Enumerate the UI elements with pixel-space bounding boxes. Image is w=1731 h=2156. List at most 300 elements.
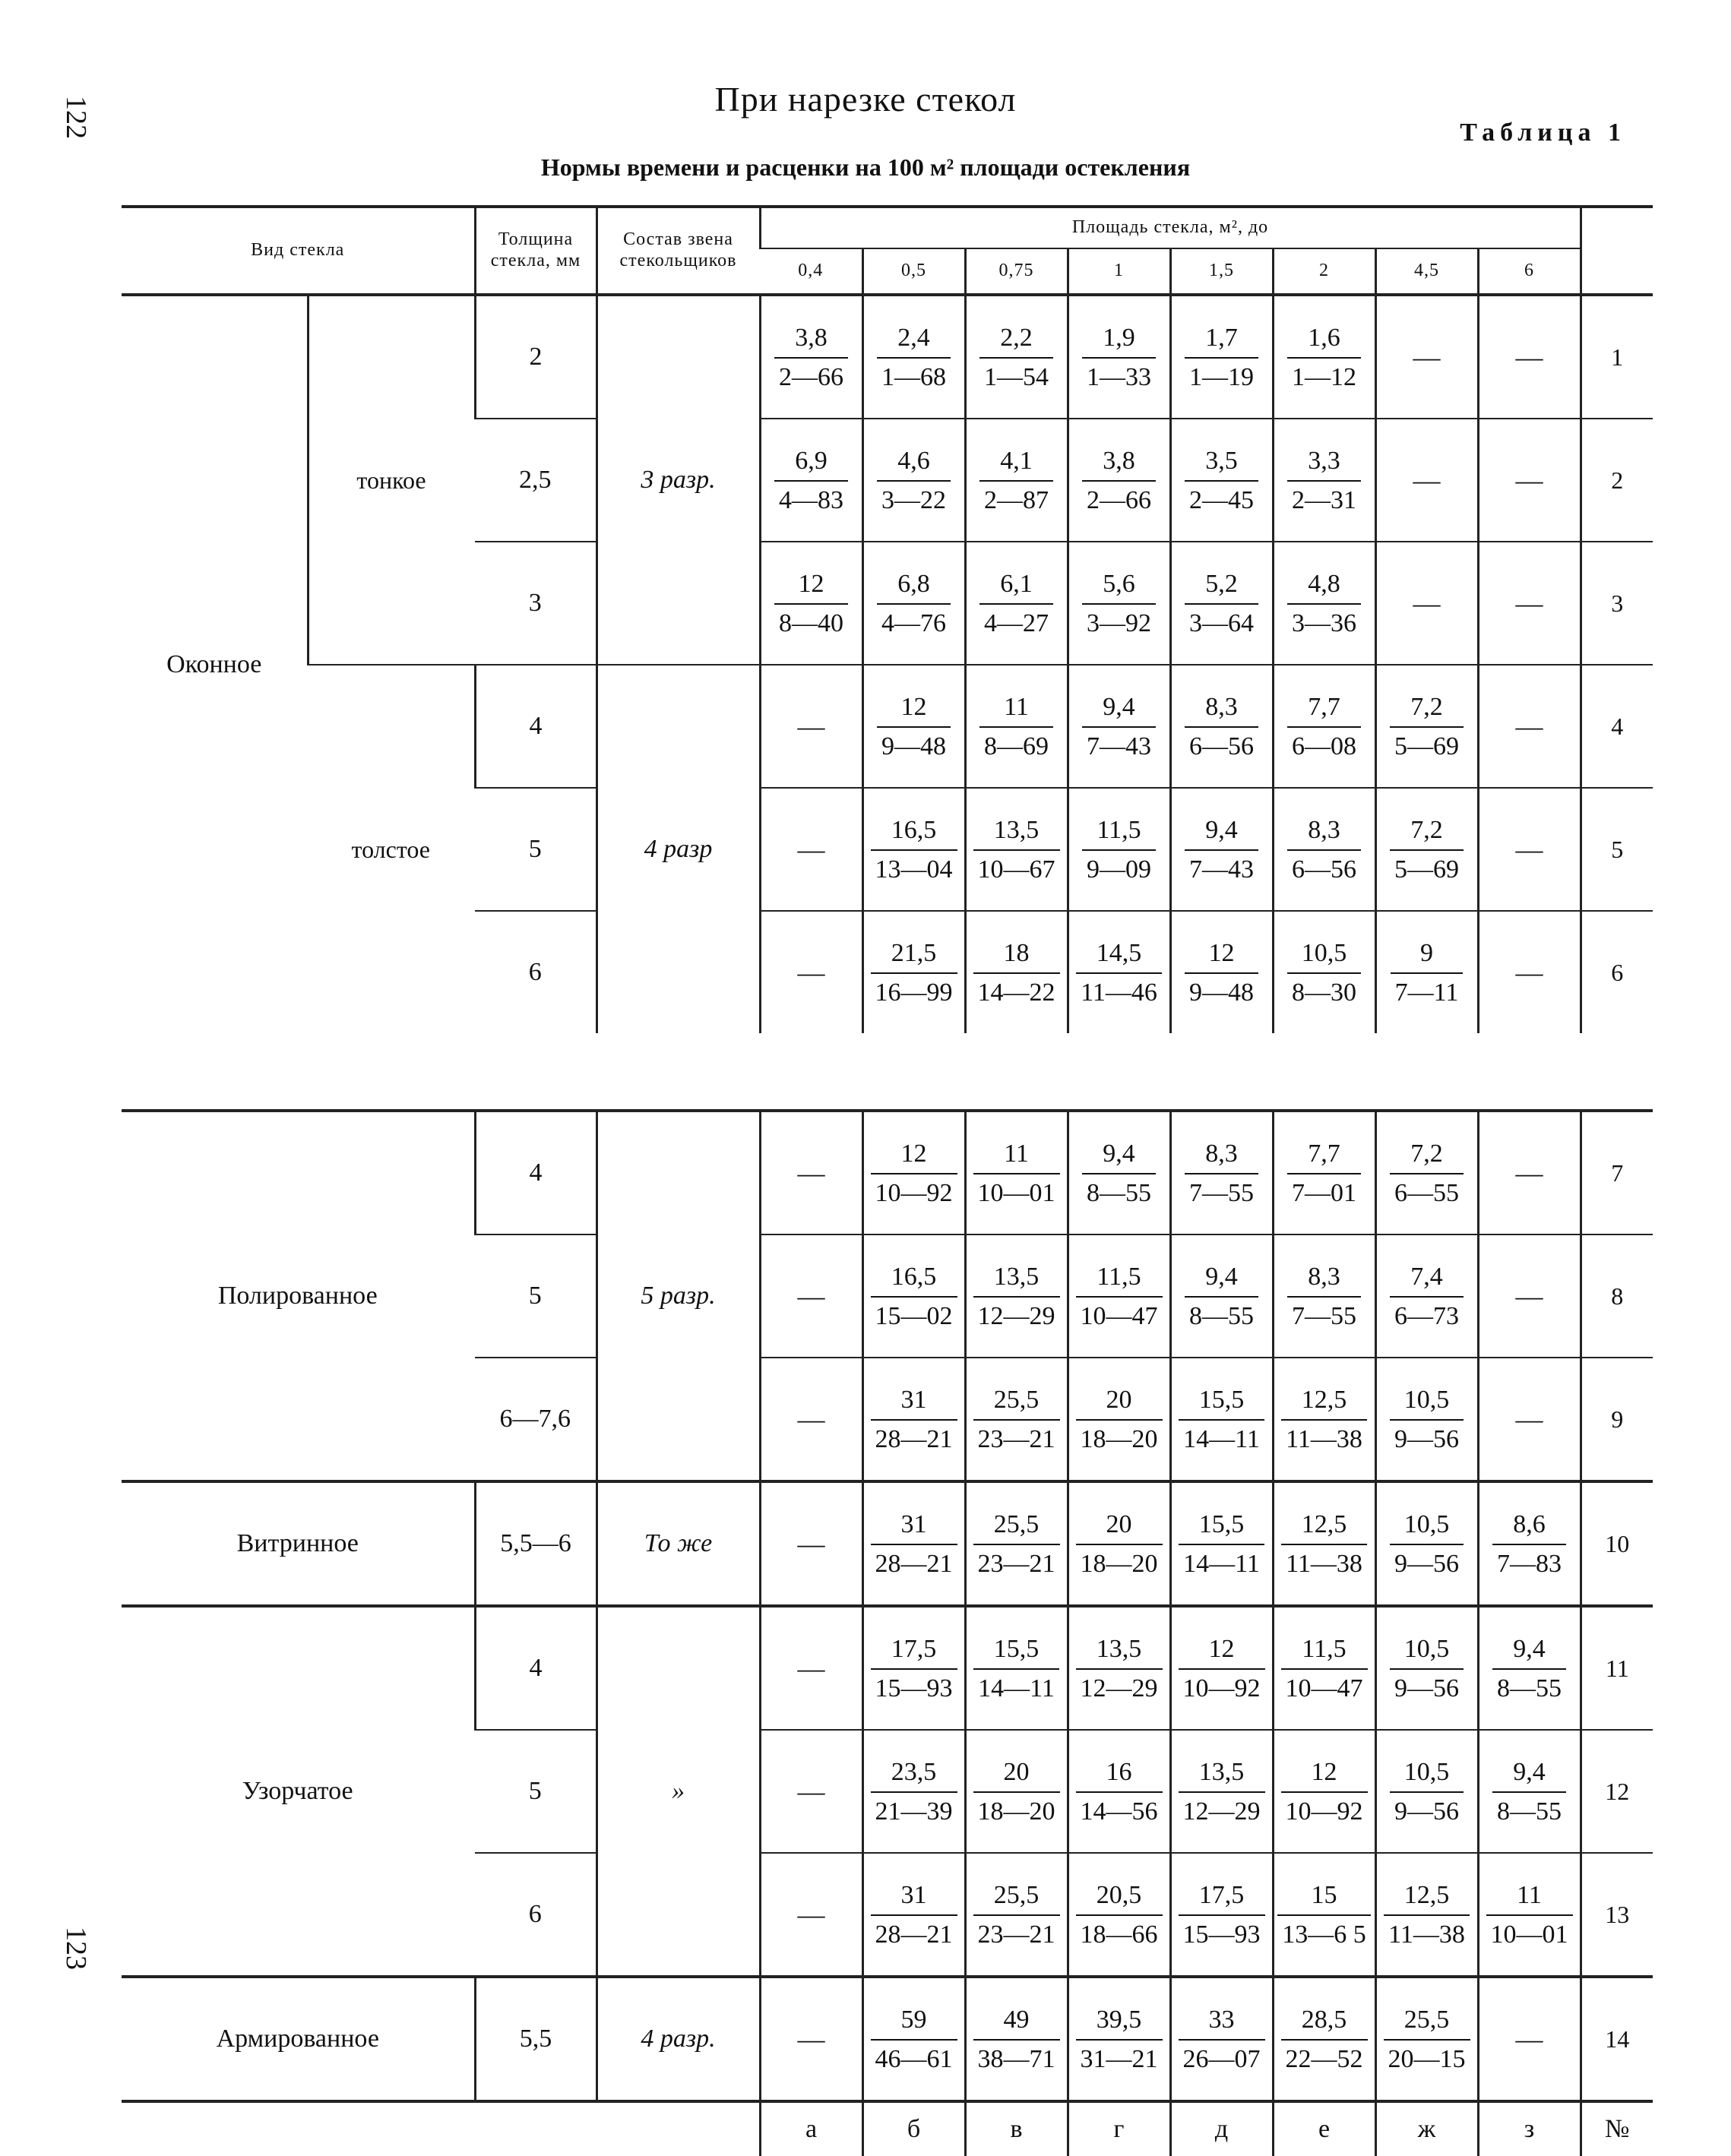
subtype-thick: толстое [308,665,475,1033]
value-cell [760,1481,862,1606]
value-cell [965,1730,1068,1853]
time-norm: 8,3 [1287,1260,1361,1298]
norm-fraction [1076,1878,1163,1951]
row-number: 11 [1581,1606,1653,1730]
empty-dash: — [1413,588,1441,618]
value-cell [1375,1977,1478,2101]
norm-fraction [1179,1878,1265,1951]
empty-dash: — [1515,465,1543,495]
rate-price: 15—93 [875,1674,953,1702]
rate-price: 2—45 [1189,486,1254,514]
rate-price: 14—11 [978,1674,1055,1702]
value-cell [760,1853,862,1977]
value-cell [965,665,1068,788]
rate-price: 6—56 [1292,855,1356,884]
value-cell [1478,542,1581,665]
norm-fraction [1277,1878,1371,1951]
rate-price: 28—21 [875,1550,953,1578]
row-number: 4 [1581,665,1653,788]
value-cell [1273,1111,1375,1234]
rate-price: 1—68 [881,363,946,391]
value-cell [862,1977,965,2101]
rate-price: 13—04 [875,855,953,884]
empty-dash: — [797,1528,825,1559]
thickness-cell: 5,5 [475,1977,597,2101]
value-cell [1068,1977,1170,2101]
norm-fraction [1486,1878,1573,1951]
crew-4th-grade-b: 4 разр. [597,1977,760,2101]
time-norm: 12 [1179,1632,1265,1670]
time-norm: 28,5 [1281,2003,1368,2041]
footer-blank [122,2101,760,2156]
value-cell [1170,1358,1273,1481]
time-norm: 31 [871,1383,957,1421]
norm-fraction [973,1755,1060,1828]
norm-fraction [1179,1632,1265,1705]
value-cell [1478,295,1581,419]
value-cell [1068,1111,1170,1234]
value-cell [862,788,965,911]
column-letter: е [1273,2101,1375,2156]
row-number: 14 [1581,1977,1653,2101]
rate-price: 13—6 5 [1282,1920,1366,1949]
norm-fraction [1287,1260,1361,1332]
glass-type-showcase: Витринное [122,1481,475,1606]
time-norm: 9,4 [1185,813,1258,851]
column-letter: в [965,2101,1068,2156]
rate-price: 11—38 [1286,1425,1362,1453]
rate-price: 7—43 [1087,732,1151,760]
rate-price: 8—40 [779,609,843,637]
norm-fraction [1390,813,1464,886]
norm-fraction [1185,567,1258,640]
norm-fraction [979,567,1053,640]
row-number: 10 [1581,1481,1653,1606]
value-cell [1478,911,1581,1033]
time-norm: 7,2 [1390,1136,1464,1174]
glass-type-polished: Полированное [122,1111,475,1481]
time-norm: 12 [871,1136,957,1174]
value-cell [1478,1606,1581,1730]
value-cell [965,1111,1068,1234]
header-thickness: Толщина стекла, мм [475,207,597,295]
value-cell [1068,911,1170,1033]
time-norm: 3,5 [1185,444,1258,482]
rate-price: 14—11 [1183,1550,1260,1578]
value-cell [862,542,965,665]
norm-fraction [973,1632,1059,1705]
rate-price: 31—21 [1080,2045,1158,2073]
norm-fraction [1076,936,1162,1009]
norm-fraction [979,444,1053,517]
norm-fraction [774,567,848,640]
value-cell [760,1977,862,2101]
rate-price: 1—54 [984,363,1049,391]
rate-price: 9—56 [1394,1674,1459,1702]
value-cell [1375,295,1478,419]
value-cell [1068,1853,1170,1977]
time-norm: 9 [1391,936,1464,974]
rate-price: 4—83 [779,486,843,514]
value-cell [1170,1606,1273,1730]
rate-price: 5—69 [1394,732,1459,760]
value-cell [965,1481,1068,1606]
value-cell [1170,1481,1273,1606]
header-area-1: 0,5 [862,248,965,295]
crew-4th-grade: 4 разр [597,665,760,1033]
norm-fraction [1185,321,1258,394]
rate-price: 7—01 [1292,1179,1356,1207]
norm-fraction [1287,690,1361,763]
time-norm: 11 [979,690,1053,728]
column-letter: д [1170,2101,1273,2156]
table-row [122,665,1653,788]
value-cell [1273,1977,1375,2101]
value-cell [1273,1481,1375,1606]
empty-dash: — [1515,588,1543,618]
page-heading: При нарезке стекол [714,80,1017,119]
rate-price: 18—20 [1080,1425,1158,1453]
thickness-cell: 5 [475,788,597,911]
rate-price: 9—56 [1394,1425,1459,1453]
rate-price: 9—56 [1394,1797,1459,1826]
time-norm: 8,6 [1492,1507,1566,1545]
time-norm: 8,3 [1185,690,1258,728]
norm-fraction [877,567,951,640]
rate-price: 8—30 [1292,978,1356,1007]
rate-price: 9—09 [1087,855,1151,884]
row-number: 3 [1581,542,1653,665]
empty-dash: — [797,834,825,865]
time-norm: 25,5 [973,1383,1060,1421]
time-norm: 11,5 [1082,813,1156,851]
rate-price: 12—29 [977,1302,1055,1330]
thickness-cell: 2,5 [475,419,597,542]
empty-dash: — [797,1404,825,1434]
header-area-group: Площадь стекла, м², до [760,207,1581,248]
column-letter: ж [1375,2101,1478,2156]
time-norm: 9,4 [1492,1755,1566,1793]
header-area-7: 6 [1478,248,1581,295]
time-norm: 20 [1076,1383,1163,1421]
value-cell [862,295,965,419]
value-cell [1068,419,1170,542]
column-letter: № [1581,2101,1653,2156]
time-norm: 33 [1179,2003,1265,2041]
time-norm: 5,6 [1082,567,1156,605]
header-area-3: 1 [1068,248,1170,295]
time-norm: 10,5 [1287,936,1361,974]
value-cell [1478,1234,1581,1358]
empty-dash: — [797,1158,825,1188]
value-cell [1273,665,1375,788]
empty-dash: — [1515,834,1543,865]
time-norm: 12,5 [1281,1383,1367,1421]
value-cell [1375,665,1478,788]
rate-price: 12—29 [1080,1674,1158,1702]
row-number: 7 [1581,1111,1653,1234]
time-norm: 12,5 [1281,1507,1367,1545]
value-cell [1478,1111,1581,1234]
value-cell [1170,1111,1273,1234]
rate-price: 3—22 [881,486,946,514]
time-norm: 10,5 [1390,1383,1464,1421]
value-cell [1273,1730,1375,1853]
value-cell [1273,1234,1375,1358]
rate-price: 3—64 [1189,609,1254,637]
rate-price: 10—47 [1080,1302,1158,1330]
row-number: 6 [1581,911,1653,1033]
value-cell [1068,295,1170,419]
norm-fraction [1179,1383,1264,1456]
time-norm: 4,6 [877,444,951,482]
value-cell [1068,1358,1170,1481]
norm-fraction [973,1383,1060,1456]
rate-price: 28—21 [875,1425,953,1453]
time-norm: 16,5 [871,1260,957,1298]
time-norm: 13,5 [973,813,1060,851]
norm-fraction [1076,2003,1163,2075]
norm-fraction [979,321,1053,394]
value-cell [1170,911,1273,1033]
rate-price: 2—87 [984,486,1049,514]
time-norm: 6,8 [877,567,951,605]
norm-fraction [1082,813,1156,886]
value-cell [1068,1234,1170,1358]
rate-price: 8—55 [1497,1797,1562,1826]
time-norm: 16,5 [871,813,957,851]
norm-fraction [1390,1383,1464,1456]
value-cell [760,1606,862,1730]
table-row [122,295,1653,419]
row-number: 5 [1581,788,1653,911]
norm-fraction [871,2003,957,2075]
norm-fraction [871,936,957,1009]
page-number-top: 122 [60,96,92,139]
norm-fraction [1185,813,1258,886]
value-cell [965,542,1068,665]
norm-fraction [1391,936,1464,1009]
empty-dash: — [1515,2024,1543,2054]
norm-fraction [1287,444,1361,517]
rate-price: 16—99 [875,978,953,1007]
value-cell [862,1358,965,1481]
value-cell [1170,295,1273,419]
rate-price: 14—11 [1183,1425,1260,1453]
value-cell [1273,419,1375,542]
rate-price: 21—39 [875,1797,953,1826]
time-norm: 49 [973,2003,1060,2041]
time-norm: 15,5 [1179,1383,1264,1421]
rate-price: 10—67 [977,855,1055,884]
time-norm: 5,2 [1185,567,1258,605]
norm-fraction [1076,1383,1163,1456]
value-cell [1170,1853,1273,1977]
value-cell [965,911,1068,1033]
rate-price: 4—27 [984,609,1049,637]
value-cell [862,419,965,542]
value-cell [1068,665,1170,788]
thickness-cell: 5 [475,1730,597,1853]
norm-fraction [877,444,951,517]
table-title: Нормы времени и расценки на 100 м² площади остекления [540,153,1191,181]
thickness-cell: 3 [475,542,597,665]
empty-dash: — [1515,957,1543,988]
time-norm: 25,5 [1384,2003,1470,2041]
norm-fraction [973,936,1060,1009]
value-cell [1273,788,1375,911]
norms-table [122,205,1653,2156]
norm-fraction [1287,813,1361,886]
time-norm: 9,4 [1185,1260,1258,1298]
header-area-5: 2 [1273,248,1375,295]
row-number: 2 [1581,419,1653,542]
norm-fraction [1281,1632,1368,1705]
time-norm: 16 [1076,1755,1163,1793]
time-norm: 1,7 [1185,321,1258,359]
rate-price: 6—56 [1189,732,1254,760]
time-norm: 11 [1486,1878,1573,1916]
time-norm: 17,5 [1179,1878,1265,1916]
norm-fraction [871,1878,957,1951]
time-norm: 15,5 [1179,1507,1264,1545]
value-cell [760,1111,862,1234]
norm-fraction [1281,1383,1367,1456]
norm-fraction [1281,1507,1367,1580]
norm-fraction [871,1507,957,1580]
time-norm: 7,7 [1287,1136,1361,1174]
time-norm: 31 [871,1878,957,1916]
time-norm: 13,5 [1076,1632,1163,1670]
thickness-cell: 2 [475,295,597,419]
norm-fraction [1384,2003,1470,2075]
rate-price: 12—29 [1182,1797,1261,1826]
norm-fraction [1076,1507,1163,1580]
rate-price: 18—20 [1080,1550,1158,1578]
value-cell [1375,1111,1478,1234]
time-norm: 8,3 [1287,813,1361,851]
value-cell [760,419,862,542]
time-norm: 7,7 [1287,690,1361,728]
time-norm: 15 [1277,1878,1371,1916]
norm-fraction [1179,1507,1264,1580]
time-norm: 20 [973,1755,1060,1793]
time-norm: 1,9 [1082,321,1156,359]
rate-price: 10—92 [1285,1797,1363,1826]
column-letter: а [760,2101,862,2156]
rate-price: 8—69 [984,732,1049,760]
column-letter: з [1478,2101,1581,2156]
glass-type-window: Оконное [122,295,308,1033]
value-cell [965,788,1068,911]
norm-fraction [871,1383,957,1456]
time-norm: 13,5 [1179,1755,1265,1793]
time-norm: 3,8 [1082,444,1156,482]
time-norm: 2,2 [979,321,1053,359]
rate-price: 11—38 [1388,1920,1465,1949]
time-norm: 12,5 [1384,1878,1470,1916]
thickness-cell: 4 [475,665,597,788]
time-norm: 12 [1185,936,1258,974]
empty-dash: — [1413,342,1441,372]
norm-fraction [1281,1755,1368,1828]
norm-fraction [1082,444,1156,517]
rate-price: 26—07 [1182,2045,1261,2073]
norm-fraction [1390,690,1464,763]
rate-price: 8—55 [1189,1302,1254,1330]
rate-price: 10—01 [1490,1920,1568,1949]
value-cell [1170,419,1273,542]
glass-type-patterned: Узорчатое [122,1606,475,1977]
rate-price: 14—22 [977,978,1055,1007]
empty-dash: — [1515,1404,1543,1434]
norm-fraction [1492,1507,1566,1580]
norm-fraction [1076,1632,1163,1705]
value-cell [862,665,965,788]
norm-fraction [1185,444,1258,517]
value-cell [1478,665,1581,788]
norm-fraction [1390,1632,1464,1705]
norm-fraction [979,690,1053,763]
rate-price: 23—21 [977,1920,1055,1949]
value-cell [1273,295,1375,419]
norm-fraction [1185,690,1258,763]
norm-fraction [871,1260,957,1332]
value-cell [1478,419,1581,542]
value-cell [1170,1730,1273,1853]
rate-price: 10—92 [875,1179,953,1207]
value-cell [1375,911,1478,1033]
value-cell [760,1358,862,1481]
rate-price: 23—21 [977,1425,1055,1453]
rate-price: 7—83 [1497,1550,1562,1578]
rate-price: 7—55 [1189,1179,1254,1207]
rate-price: 8—55 [1497,1674,1562,1702]
norm-fraction [973,1136,1060,1209]
rate-price: 8—55 [1087,1179,1151,1207]
header-crew: Состав звена стекольщиков [597,207,760,295]
value-cell [965,1358,1068,1481]
value-cell [760,542,862,665]
empty-dash: — [797,1281,825,1311]
rate-price: 18—66 [1080,1920,1158,1949]
norm-fraction [1492,1632,1566,1705]
value-cell [1478,1853,1581,1977]
table-row [122,1111,1653,1234]
value-cell [1273,1358,1375,1481]
header-area-2: 0,75 [965,248,1068,295]
time-norm: 39,5 [1076,2003,1163,2041]
time-norm: 10,5 [1390,1755,1464,1793]
time-norm: 20,5 [1076,1878,1163,1916]
value-cell [1273,911,1375,1033]
thickness-cell: 6 [475,1853,597,1977]
norm-fraction [877,321,951,394]
rate-price: 6—08 [1292,732,1356,760]
norm-fraction [1287,321,1361,394]
value-cell [862,1606,965,1730]
empty-dash: — [797,1653,825,1683]
empty-dash: — [1413,465,1441,495]
thickness-cell: 6 [475,911,597,1033]
time-norm: 25,5 [973,1878,1060,1916]
norm-fraction [871,1136,957,1209]
column-letter: г [1068,2101,1170,2156]
norm-fraction [774,444,848,517]
norm-fraction [973,1878,1060,1951]
row-number: 1 [1581,295,1653,419]
norm-fraction [1076,1755,1163,1828]
